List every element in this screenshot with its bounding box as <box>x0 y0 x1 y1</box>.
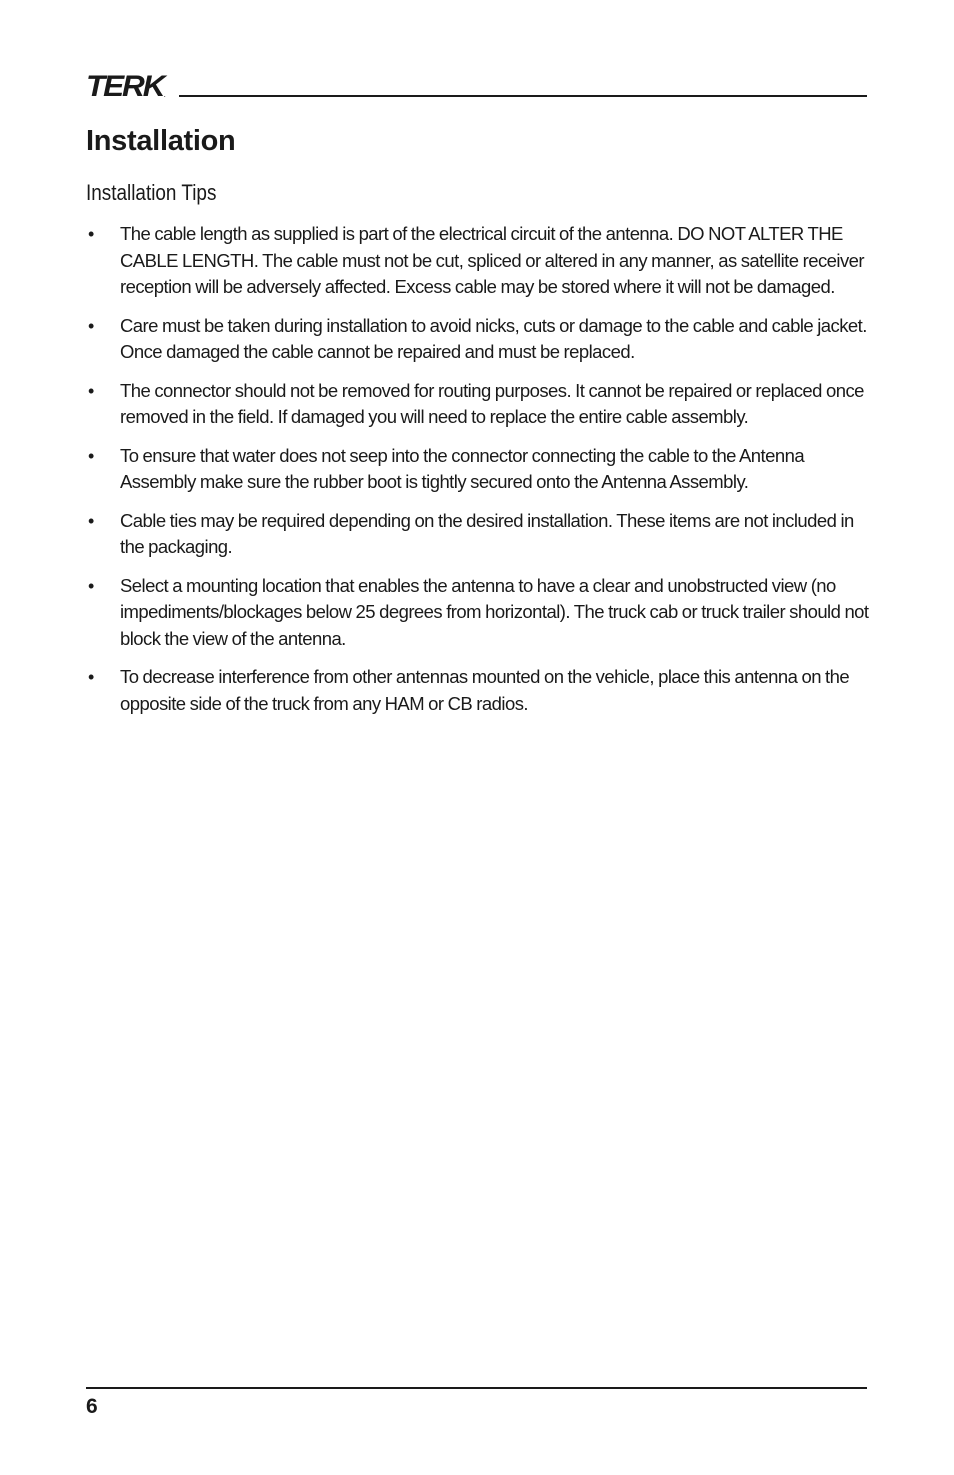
bullet-icon: • <box>88 380 95 401</box>
bullet-icon: • <box>88 667 95 687</box>
list-item <box>86 313 871 366</box>
list-item <box>86 573 871 653</box>
list-item <box>86 221 871 301</box>
logo-wordmark: TERK <box>86 70 164 103</box>
tip-text: To ensure that water does not seep into the connector connecting the cable to the Antenna Assembly make sure the rubber boot is tightly secured onto the Antenna Assembly. <box>120 444 805 492</box>
logo-mark: . <box>163 90 166 99</box>
header-divider <box>179 95 867 97</box>
section-title: Installation Tips <box>86 180 217 205</box>
page-title: Installation <box>86 125 236 157</box>
bullet-icon: • <box>88 224 95 244</box>
tip-text: The connector should not be removed for routing purposes. It cannot be repaired or replaced once removed in the field. If damaged you will need to replace the entire cable assembly. <box>120 379 864 427</box>
tip-text: Care must be taken during installation to avoid nicks, cuts or damage to the cable and cable jacket. Once damaged the cable cannot be repaired and must be replaced. <box>120 314 867 362</box>
list-item <box>86 664 871 717</box>
brand-logo <box>86 70 166 103</box>
tip-text: The cable length as supplied is part of the electrical circuit of the antenna. DO NOT ALTER THE CABLE LENGTH. The cable must not be cut, spliced or altered in any manner, as satellite receiver reception will be adversely affected. Excess cable may be stored where it will not be damaged. <box>120 223 864 297</box>
tip-text: Cable ties may be required depending on the desired installation. These items are not included in the packaging. <box>120 509 854 557</box>
tip-text: To decrease interference from other antennas mounted on the vehicle, place this antenna on the opposite side of the truck from any HAM or CB radios. <box>120 666 850 714</box>
list-item <box>86 443 871 496</box>
list-item <box>86 378 871 431</box>
bullet-icon: • <box>88 445 95 466</box>
installation-tips-list <box>86 221 871 729</box>
tip-text: Select a mounting location that enables the antenna to have a clear and unobstructed view (no impediments/blockages below 25 degrees from horizontal). The truck cab or truck trailer should not block the view of the antenna. <box>120 574 869 649</box>
list-item <box>86 508 871 561</box>
bullet-icon: • <box>88 315 95 336</box>
footer-divider <box>86 1387 867 1389</box>
page-number: 6 <box>86 1395 98 1418</box>
bullet-icon: • <box>88 510 95 531</box>
bullet-icon: • <box>88 575 95 596</box>
